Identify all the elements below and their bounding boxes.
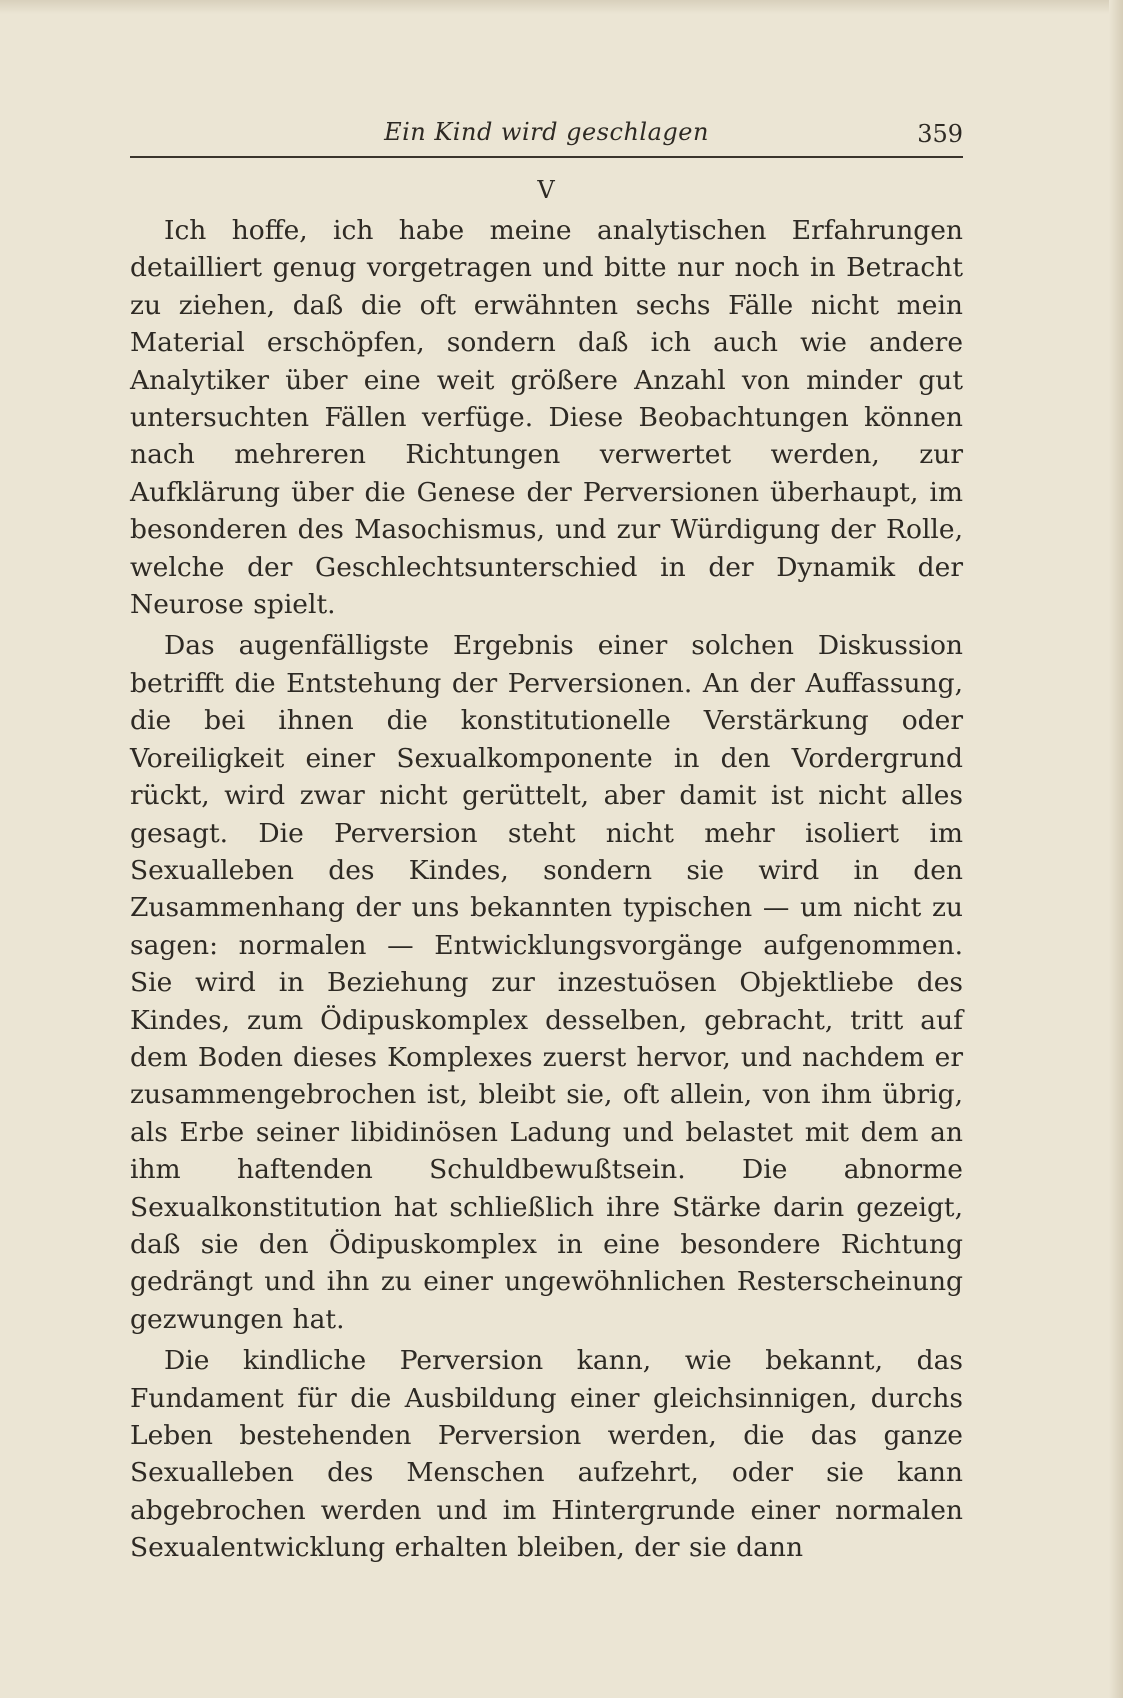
running-title: Ein Kind wird geschlagen xyxy=(384,118,709,146)
paragraph-2: Das augenfälligste Ergebnis einer solchen Diskussion betrifft die Entstehung der Perversionen. An der Auffassung, die bei ihnen die konstitutionelle Verstärkung oder Voreiligkeit einer Sexualkomponente in den Vordergrund rückt, wird zwar nicht gerüttelt, aber damit ist nicht alles gesagt. Die Perversion steht nicht mehr isoliert im Sexualleben des Kindes, sondern sie wird in den Zusammenhang der uns bekannten typischen — um nicht zu sagen: normalen — Entwicklungsvorgänge aufgenommen. Sie wird in Beziehung zur inzestuösen Objektliebe des Kindes, zum Ödipuskomplex desselben, gebracht, tritt auf dem Boden dieses Komplexes zuerst hervor, und nachdem er zusammengebrochen ist, bleibt sie, oft allein, von ihm übrig, als Erbe seiner libidinösen Ladung und belastet mit dem an ihm haftenden Schuldbewußtsein. Die abnorme Sexualkonstitution hat schließlich ihre Stärke darin gezeigt, daß sie den Ödipuskomplex in eine besondere Richtung gedrängt und ihn zu einer ungewöhnlichen Resterscheinung gezwungen hat. xyxy=(130,630,963,1335)
page-edge-right xyxy=(1109,0,1123,1698)
section-number: V xyxy=(537,176,556,204)
book-page xyxy=(130,112,963,1571)
paragraph-1: Ich hoffe, ich habe meine analytischen Erfahrungen detailliert genug vorgetragen und bitte nur noch in Betracht zu ziehen, daß die oft erwähnten sechs Fälle nicht mein Material erschöpfen, sondern daß ich auch wie andere Analytiker über eine weit größere Anzahl von minder gut untersuchten Fällen verfüge. Diese Beobachtungen können nach mehreren Richtungen verwertet werden, zur Aufklärung über die Genese der Perversionen überhaupt, im besonderen des Masochismus, und zur Würdigung der Rolle, welche der Geschlechtsunterschied in der Dynamik der Neurose spielt. xyxy=(130,215,963,621)
body-text xyxy=(130,212,963,1567)
paragraph-3: Die kindliche Perversion kann, wie bekannt, das Fundament für die Ausbildung einer gleichsinnigen, durchs Leben bestehenden Perversion werden, die das ganze Sexualleben des Menschen aufzehrt, oder sie kann abgebrochen werden und im Hintergrunde einer normalen Sexualentwicklung erhalten bleiben, der sie dann xyxy=(130,1345,963,1564)
running-head xyxy=(130,112,963,156)
page-number: 359 xyxy=(917,120,963,148)
page-edge-top xyxy=(0,0,1123,14)
header-rule xyxy=(130,156,963,158)
